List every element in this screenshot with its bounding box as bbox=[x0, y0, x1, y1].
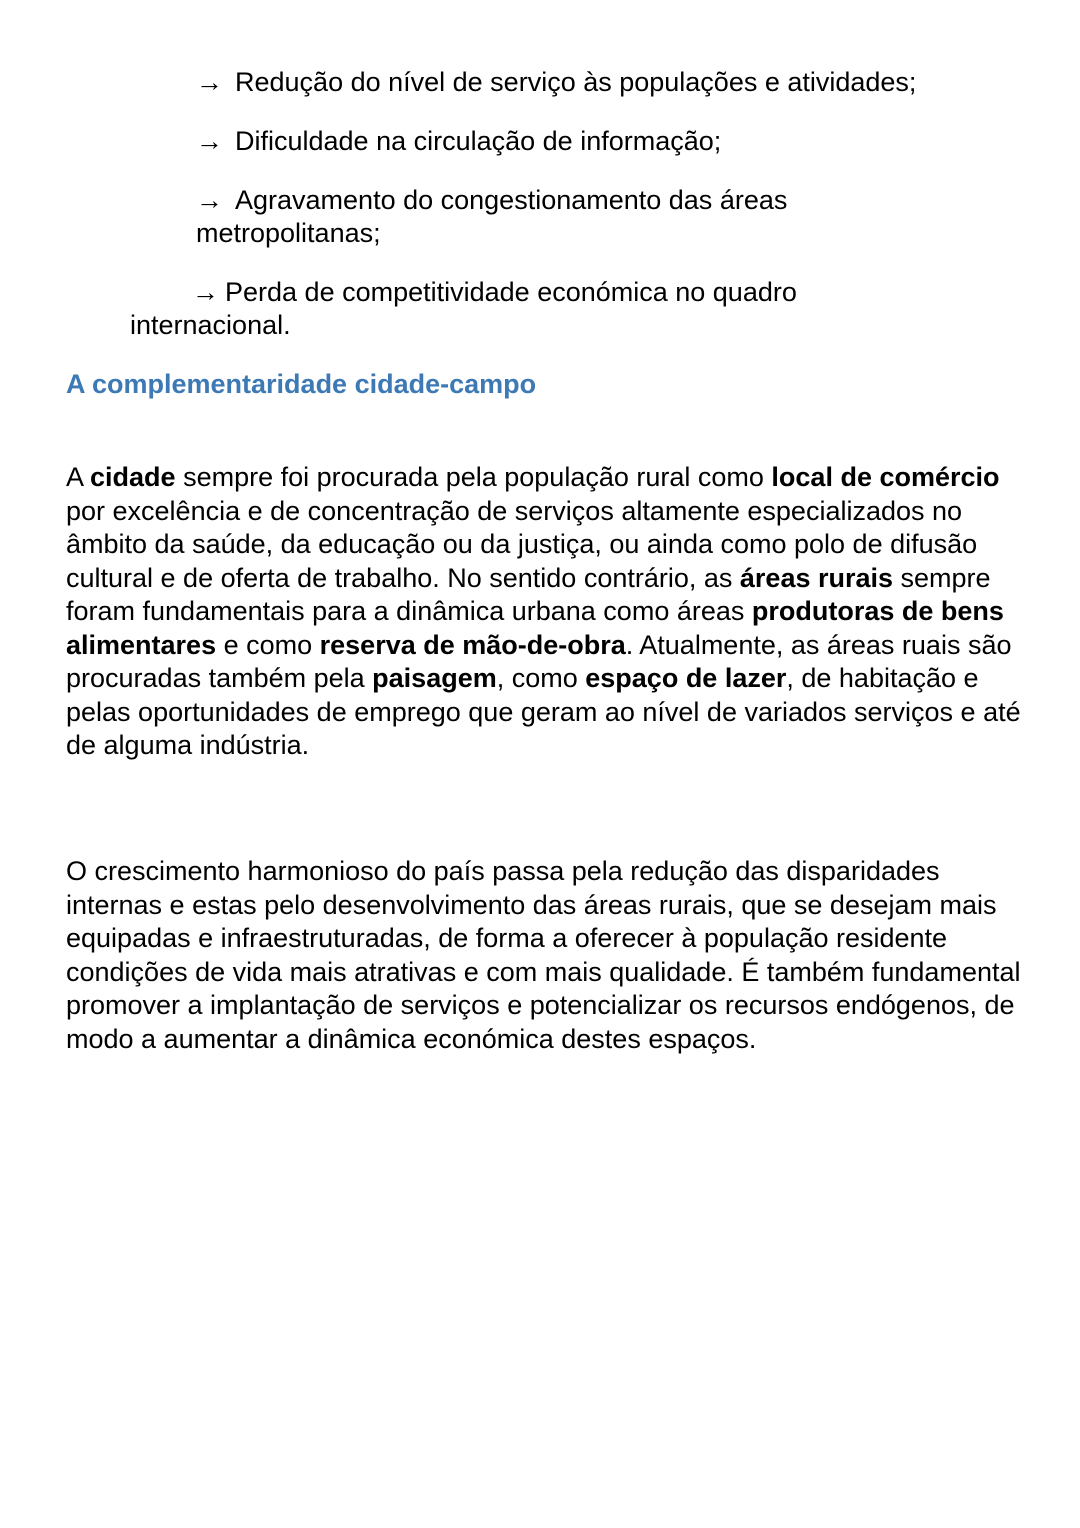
arrow-icon: → bbox=[196, 185, 223, 215]
text-run: A bbox=[66, 462, 91, 492]
text-run: sempre foram fundamentais para a dinâmica urbana como áreas bbox=[66, 562, 991, 626]
arrow-icon: → bbox=[196, 126, 223, 156]
bold-term: paisagem bbox=[372, 663, 497, 693]
text-run: , como bbox=[496, 663, 586, 693]
bullet-text-continuation: metropolitanas; bbox=[196, 218, 381, 248]
text-run: . Atualmente, as áreas ruais são procuradas também pela bbox=[66, 629, 1012, 693]
arrow-icon: → bbox=[192, 277, 219, 307]
bold-term: produtoras de bens alimentares bbox=[66, 596, 1004, 660]
text-run: , de habitação e pelas oportunidades de emprego que geram ao nível de variados serviços e até de alguma indústria. bbox=[66, 663, 1021, 760]
bullet-text-continuation: internacional. bbox=[130, 310, 291, 340]
bullet-text: Agravamento do congestionamento das áreas bbox=[235, 185, 788, 215]
bold-term: cidade bbox=[90, 462, 176, 492]
text-run: por excelência e de concentração de serviços altamente especializados no âmbito da saúde, da educação ou da justiça, ou ainda como polo de difusão cultural e de oferta de trabalho. No sentido contrário, as bbox=[66, 495, 978, 593]
bullet-item-congestion bbox=[196, 184, 787, 250]
bullet-text: Dificuldade na circulação de informação; bbox=[235, 126, 722, 156]
text-run: sempre foi procurada pela população rural como bbox=[175, 462, 772, 492]
section-heading: A complementaridade cidade-campo bbox=[66, 369, 537, 399]
paragraph-harmonious-growth: O crescimento harmonioso do país passa pela redução das disparidades internas e estas pelo desenvolvimento das áreas rurais, que se desejam mais equipadas e infraestruturadas, de forma a oferecer à população residente condições de vida mais atrativas e com mais qualidade. É também fundamental promover a implantação de serviços e potencializar os recursos endógenos, de modo a aumentar a dinâmica económica destes espaços. bbox=[66, 856, 1021, 1054]
text-run: e como bbox=[216, 629, 320, 660]
arrow-icon: → bbox=[196, 67, 223, 97]
bullet-item-information bbox=[196, 125, 721, 158]
bold-term: espaço de lazer bbox=[585, 663, 787, 693]
bullet-text: Redução do nível de serviço às populações e atividades; bbox=[235, 67, 917, 97]
paragraph-city-countryside bbox=[66, 461, 1026, 763]
bullet-text: Perda de competitividade económica no quadro bbox=[225, 277, 797, 307]
bullet-item-service-reduction bbox=[196, 66, 916, 99]
bullet-item-competitiveness bbox=[130, 276, 797, 342]
bold-term: reserva de mão-de-obra bbox=[319, 629, 626, 660]
bold-term: áreas rurais bbox=[739, 562, 894, 593]
bold-term: local de comércio bbox=[771, 462, 1000, 492]
